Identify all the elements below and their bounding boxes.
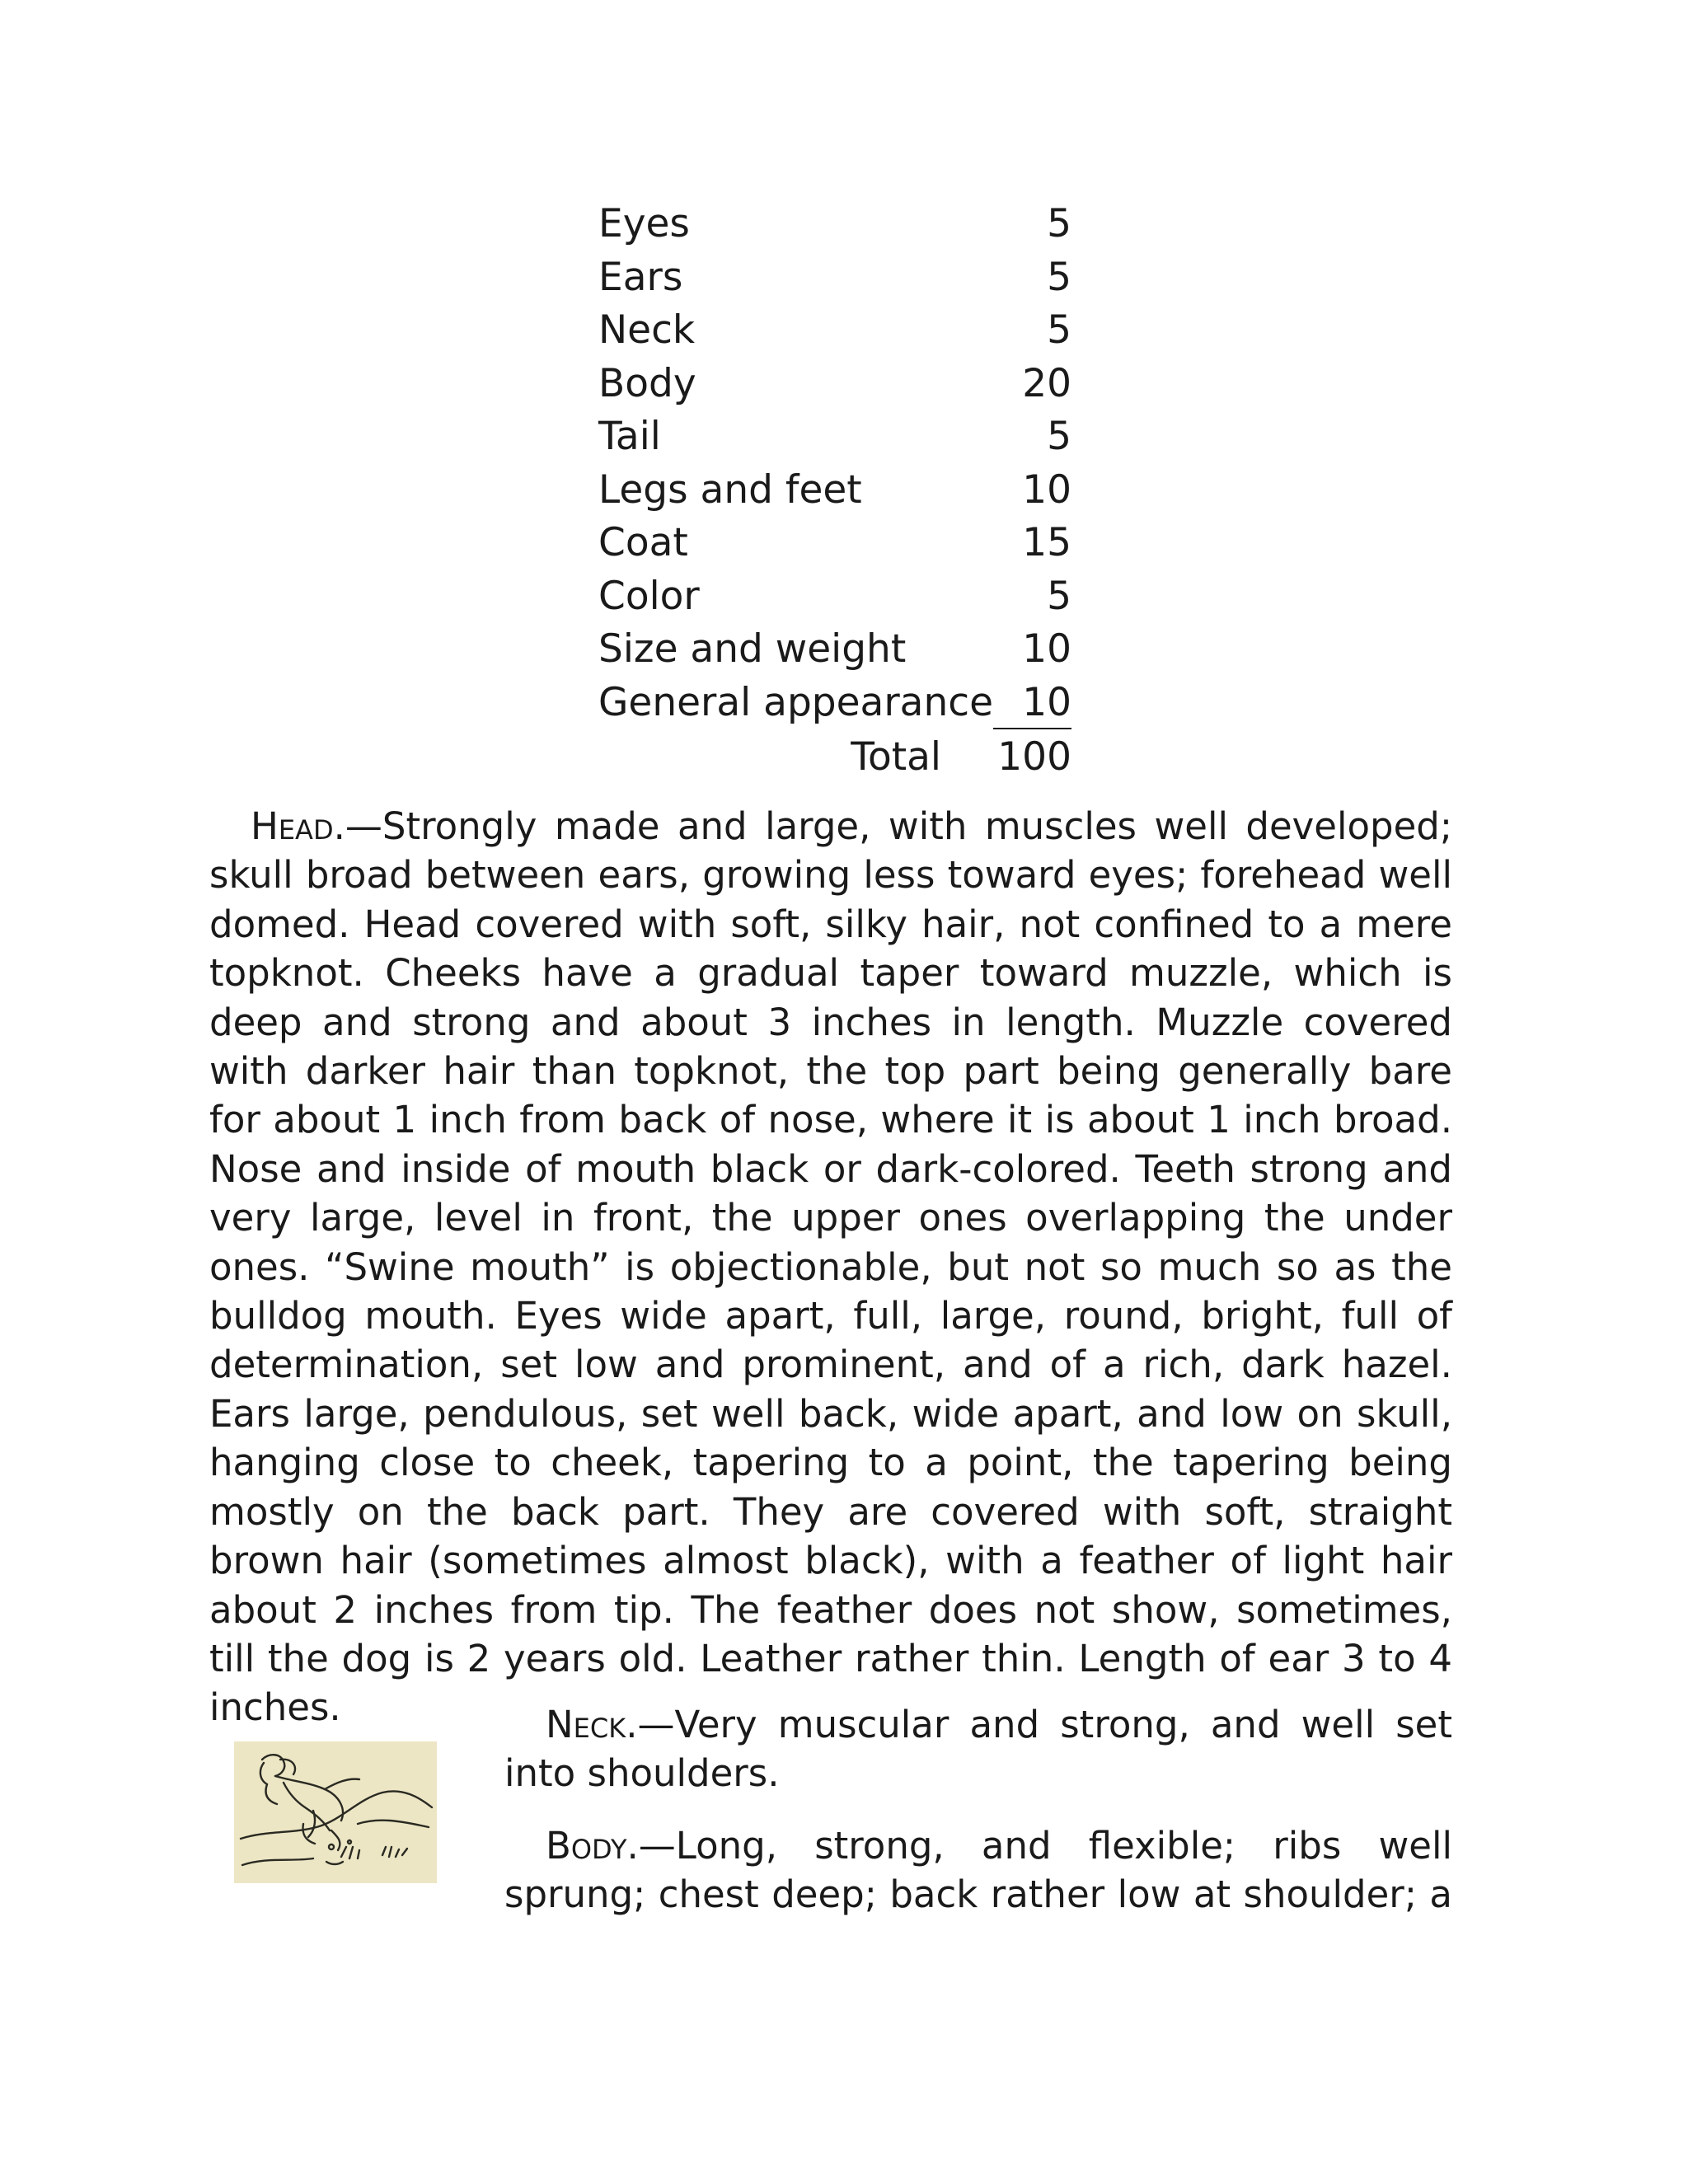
score-row: [598, 358, 1071, 411]
score-points: 5: [1047, 201, 1071, 246]
score-row: [598, 517, 1071, 570]
total-label: Total: [851, 734, 941, 780]
head-heading: Head: [251, 804, 334, 848]
total-points: 100: [997, 734, 1071, 780]
score-label: Legs and feet: [598, 466, 862, 513]
score-label: Neck: [598, 307, 696, 353]
score-label: Body: [598, 360, 696, 406]
body-text: .—Long, strong, and flexible; ribs well sprung; chest deep; back rather low at shoulder; a: [504, 1824, 1452, 1917]
dog-sketch-icon: [234, 1741, 437, 1883]
score-row: [598, 251, 1071, 305]
neck-text: .—Very muscular and strong, and well set into shoulders.: [504, 1703, 1452, 1796]
score-row: [598, 464, 1071, 518]
body-paragraph: [504, 1821, 1452, 1919]
score-row: [598, 410, 1071, 464]
score-row: [598, 677, 1071, 730]
score-label: Color: [598, 573, 700, 619]
score-label: Coat: [598, 520, 688, 565]
score-row: [598, 623, 1071, 677]
score-label: Size and weight: [598, 626, 907, 672]
score-label: Eyes: [598, 201, 690, 246]
score-points: 20: [1022, 360, 1071, 406]
score-table: [598, 198, 1071, 785]
score-label: Ears: [598, 254, 683, 300]
score-label: Tail: [598, 414, 661, 459]
score-points: 5: [1047, 254, 1071, 300]
score-points: 5: [1047, 414, 1071, 459]
score-points: 5: [1047, 573, 1071, 619]
score-points: 10: [1022, 626, 1071, 672]
score-label: General appearance: [598, 679, 994, 725]
score-row: [598, 570, 1071, 624]
score-points: 10: [1022, 466, 1071, 513]
head-paragraph: [209, 802, 1452, 1732]
score-row: [598, 198, 1071, 251]
score-points: 10: [993, 677, 1071, 729]
score-row: [598, 304, 1071, 358]
neck-paragraph: [504, 1700, 1452, 1798]
neck-heading: Neck: [546, 1703, 626, 1746]
score-points: 15: [1022, 520, 1071, 565]
score-points: 5: [1047, 307, 1071, 353]
body-heading: Body: [546, 1824, 627, 1868]
total-row: [598, 731, 1071, 785]
head-text: .—Strongly made and large, with muscles well developed; skull broad between ears, growing less toward eyes; forehead well domed. Head covered with soft, silky hair, not confined to a mere topknot. Cheeks have a gradual taper toward muzzle, which is deep and strong and about 3 inches in length. Muzzle covered with darker hair than topknot, the top part being generally bare for about 1 inch from back of nose, where it is about 1 inch broad. Nose and inside of mouth black or dark-colored. Teeth strong and very large, level in front, the upper ones overlapping the under ones. “Swine mouth” is objectionable, but not so much so as the bulldog mouth. Eyes wide apart, full, large, round, bright, full of determination, set low and prominent, and of a rich, dark hazel. Ears large, pendulous, set well back, wide apart, and low on skull, hanging close to cheek, tapering to a point, the tapering being mostly on the back part. They are covered with soft, straight brown hair (sometimes almost black), with a feather of light hair about 2 inches from tip. The feather does not show, sometimes, till the dog is 2 years old. Leather rather thin. Length of ear 3 to 4 inches.: [209, 804, 1452, 1730]
